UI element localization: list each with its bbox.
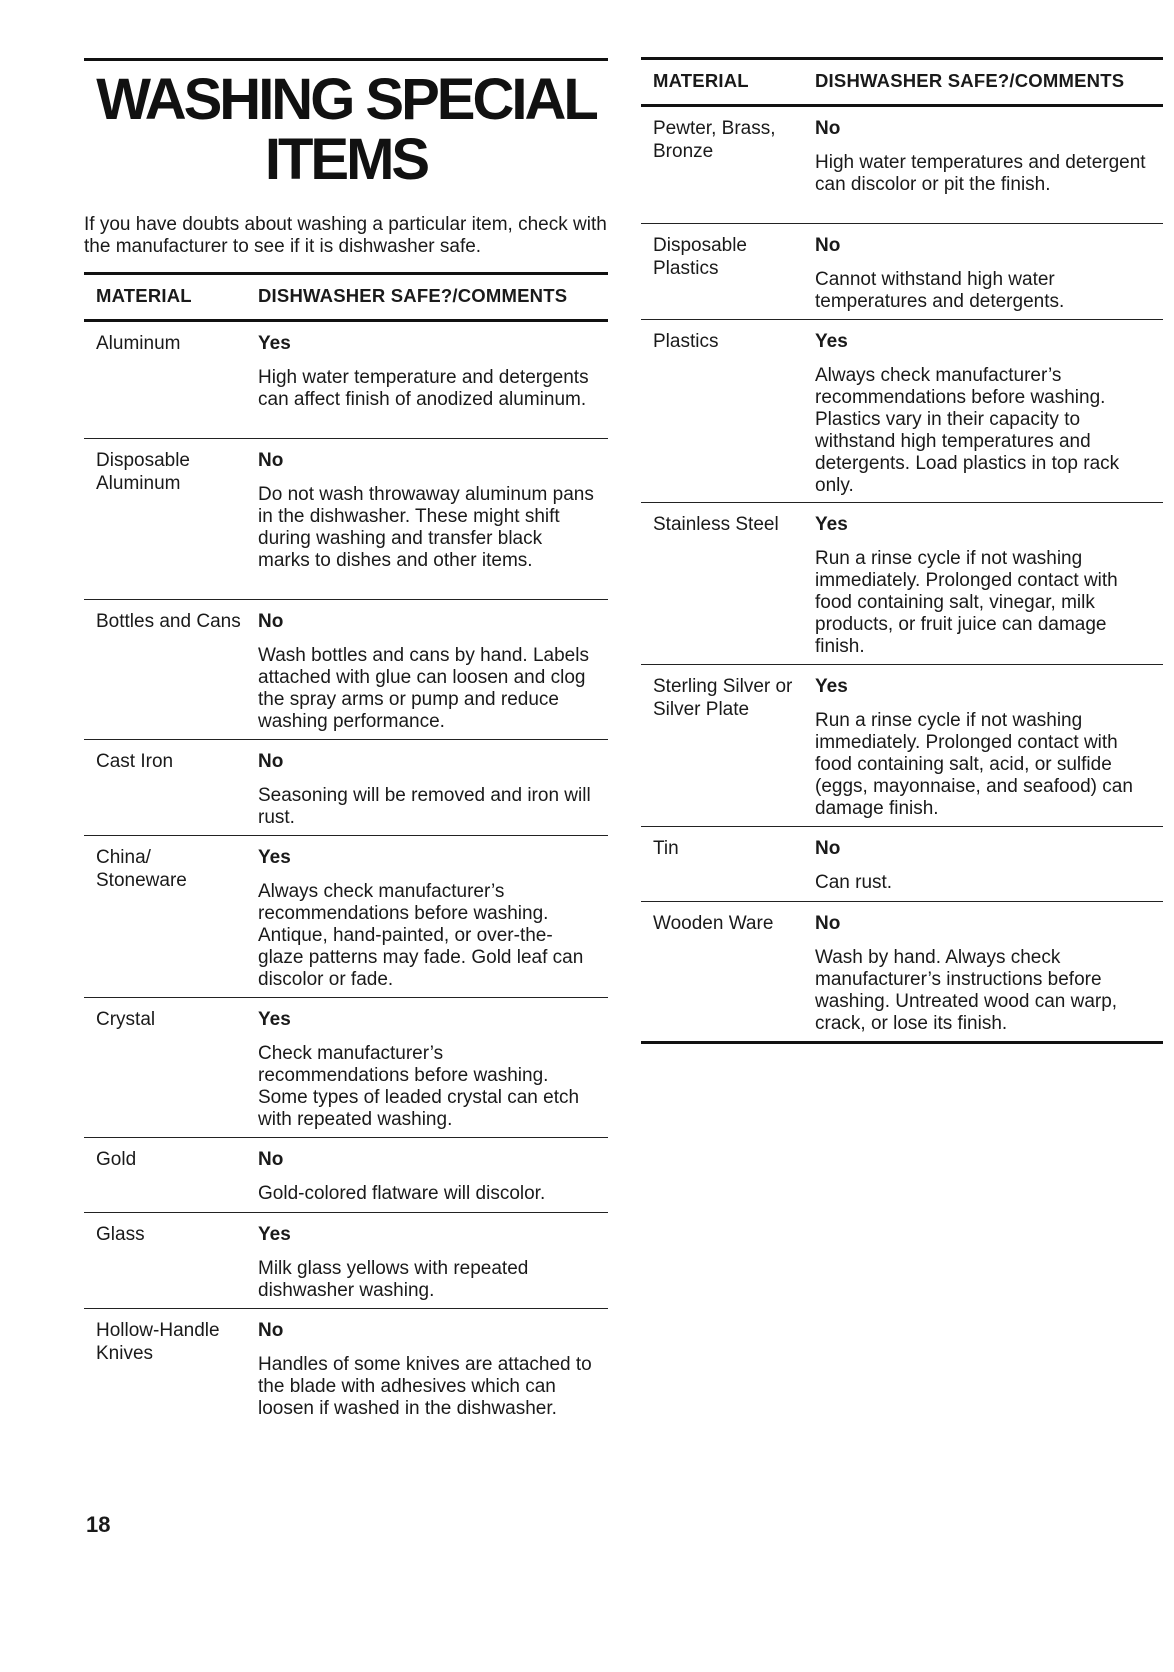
row-answer: No xyxy=(258,1320,284,1341)
row-comment: Can rust. xyxy=(815,872,893,893)
right-table-header xyxy=(641,57,1163,107)
row-comment: Run a rinse cycle if not washing immediately. Prolonged contact with food containing salt, vinegar, milk products, or fruit juice can damage finish. xyxy=(815,548,1118,657)
left-table xyxy=(84,272,608,1449)
row-answer: No xyxy=(258,611,284,632)
row-answer: No xyxy=(815,235,841,256)
row-comment: Wash by hand. Always check manufacturer’s instructions before washing. Untreated wood can warp, crack, or lose its finish. xyxy=(815,947,1118,1034)
row-material: Sterling Silver or Silver Plate xyxy=(653,676,793,720)
row-answer: No xyxy=(815,838,841,859)
table-row xyxy=(641,902,1163,1044)
row-material: Pewter, Brass, Bronze xyxy=(653,118,776,162)
left-table-header xyxy=(84,272,608,322)
table-row xyxy=(84,1138,608,1213)
table-row xyxy=(84,1213,608,1309)
table-row xyxy=(84,600,608,740)
row-answer: Yes xyxy=(258,847,291,868)
table-row xyxy=(641,320,1163,503)
row-comment: Seasoning will be removed and iron will rust. xyxy=(258,785,591,828)
page-title: WASHING SPECIAL ITEMS xyxy=(96,67,596,192)
row-comment: Wash bottles and cans by hand. Labels attached with glue can loosen and clog the spray arms or pump and reduce washing performance. xyxy=(258,645,589,732)
row-answer: Yes xyxy=(258,1009,291,1030)
right-table xyxy=(641,57,1163,1044)
row-comment: Gold-colored flatware will discolor. xyxy=(258,1183,546,1204)
row-answer: No xyxy=(258,1149,284,1170)
table-row xyxy=(84,322,608,439)
row-comment: Always check manufacturer’s recommendations before washing. Plastics vary in their capacity to withstand high temperatures and detergents. Load plastics in top rack only. xyxy=(815,365,1120,496)
row-comment: Cannot withstand high water temperatures and detergents. xyxy=(815,269,1065,312)
row-material: Wooden Ware xyxy=(653,913,774,934)
row-material: China/ Stoneware xyxy=(96,847,187,891)
row-comment: High water temperatures and detergent can discolor or pit the finish. xyxy=(815,152,1146,195)
table-row xyxy=(641,224,1163,320)
table-row xyxy=(641,827,1163,902)
row-material: Glass xyxy=(96,1224,145,1245)
header-material: MATERIAL xyxy=(653,70,749,91)
table-row xyxy=(84,439,608,600)
row-answer: No xyxy=(815,913,841,934)
row-comment: Always check manufacturer’s recommendations before washing. Antique, hand-painted, or over-the-glaze patterns may fade. Gold leaf can discolor or fade. xyxy=(258,881,584,990)
row-answer: Yes xyxy=(258,1224,291,1245)
page-number: 18 xyxy=(86,1512,111,1537)
row-material: Crystal xyxy=(96,1009,156,1030)
row-comment: Run a rinse cycle if not washing immediately. Prolonged contact with food containing salt, acid, or sulfide (eggs, mayonnaise, and seafood) can damage finish. xyxy=(815,710,1133,819)
row-material: Tin xyxy=(653,838,679,859)
row-answer: No xyxy=(815,118,841,139)
table-row xyxy=(84,836,608,998)
table-row xyxy=(84,998,608,1138)
row-comment: High water temperature and detergents can affect finish of anodized aluminum. xyxy=(258,367,589,410)
row-material: Disposable Aluminum xyxy=(96,450,190,494)
table-row xyxy=(641,107,1163,224)
row-answer: Yes xyxy=(258,333,291,354)
row-material: Stainless Steel xyxy=(653,514,779,535)
table-row xyxy=(84,1309,608,1449)
table-row xyxy=(84,740,608,836)
row-material: Disposable Plastics xyxy=(653,235,747,279)
row-comment: Milk glass yellows with repeated dishwasher washing. xyxy=(258,1258,529,1301)
table-row xyxy=(641,503,1163,665)
header-comments: DISHWASHER SAFE?/COMMENTS xyxy=(815,70,1125,91)
title-rule xyxy=(84,58,608,61)
row-comment: Handles of some knives are attached to the blade with adhesives which can loosen if washed in the dishwasher. xyxy=(258,1354,592,1419)
row-material: Hollow-Handle Knives xyxy=(96,1320,220,1364)
row-answer: Yes xyxy=(815,676,848,697)
row-material: Cast Iron xyxy=(96,751,174,772)
row-material: Aluminum xyxy=(96,333,181,354)
row-material: Gold xyxy=(96,1149,137,1170)
row-comment: Do not wash throwaway aluminum pans in the dishwasher. These might shift during washing and transfer black marks to dishes and other items. xyxy=(258,484,594,571)
header-comments: DISHWASHER SAFE?/COMMENTS xyxy=(258,285,568,306)
row-answer: No xyxy=(258,450,284,471)
table-row xyxy=(641,665,1163,827)
header-material: MATERIAL xyxy=(96,285,192,306)
row-answer: No xyxy=(258,751,284,772)
row-answer: Yes xyxy=(815,331,848,352)
row-material: Plastics xyxy=(653,331,719,352)
row-comment: Check manufacturer’s recommendations before washing. Some types of leaded crystal can etch with repeated washing. xyxy=(258,1043,580,1130)
row-material: Bottles and Cans xyxy=(96,611,241,632)
intro-paragraph: If you have doubts about washing a particular item, check with the manufacturer to see if it is dishwasher safe. xyxy=(84,214,607,257)
row-answer: Yes xyxy=(815,514,848,535)
